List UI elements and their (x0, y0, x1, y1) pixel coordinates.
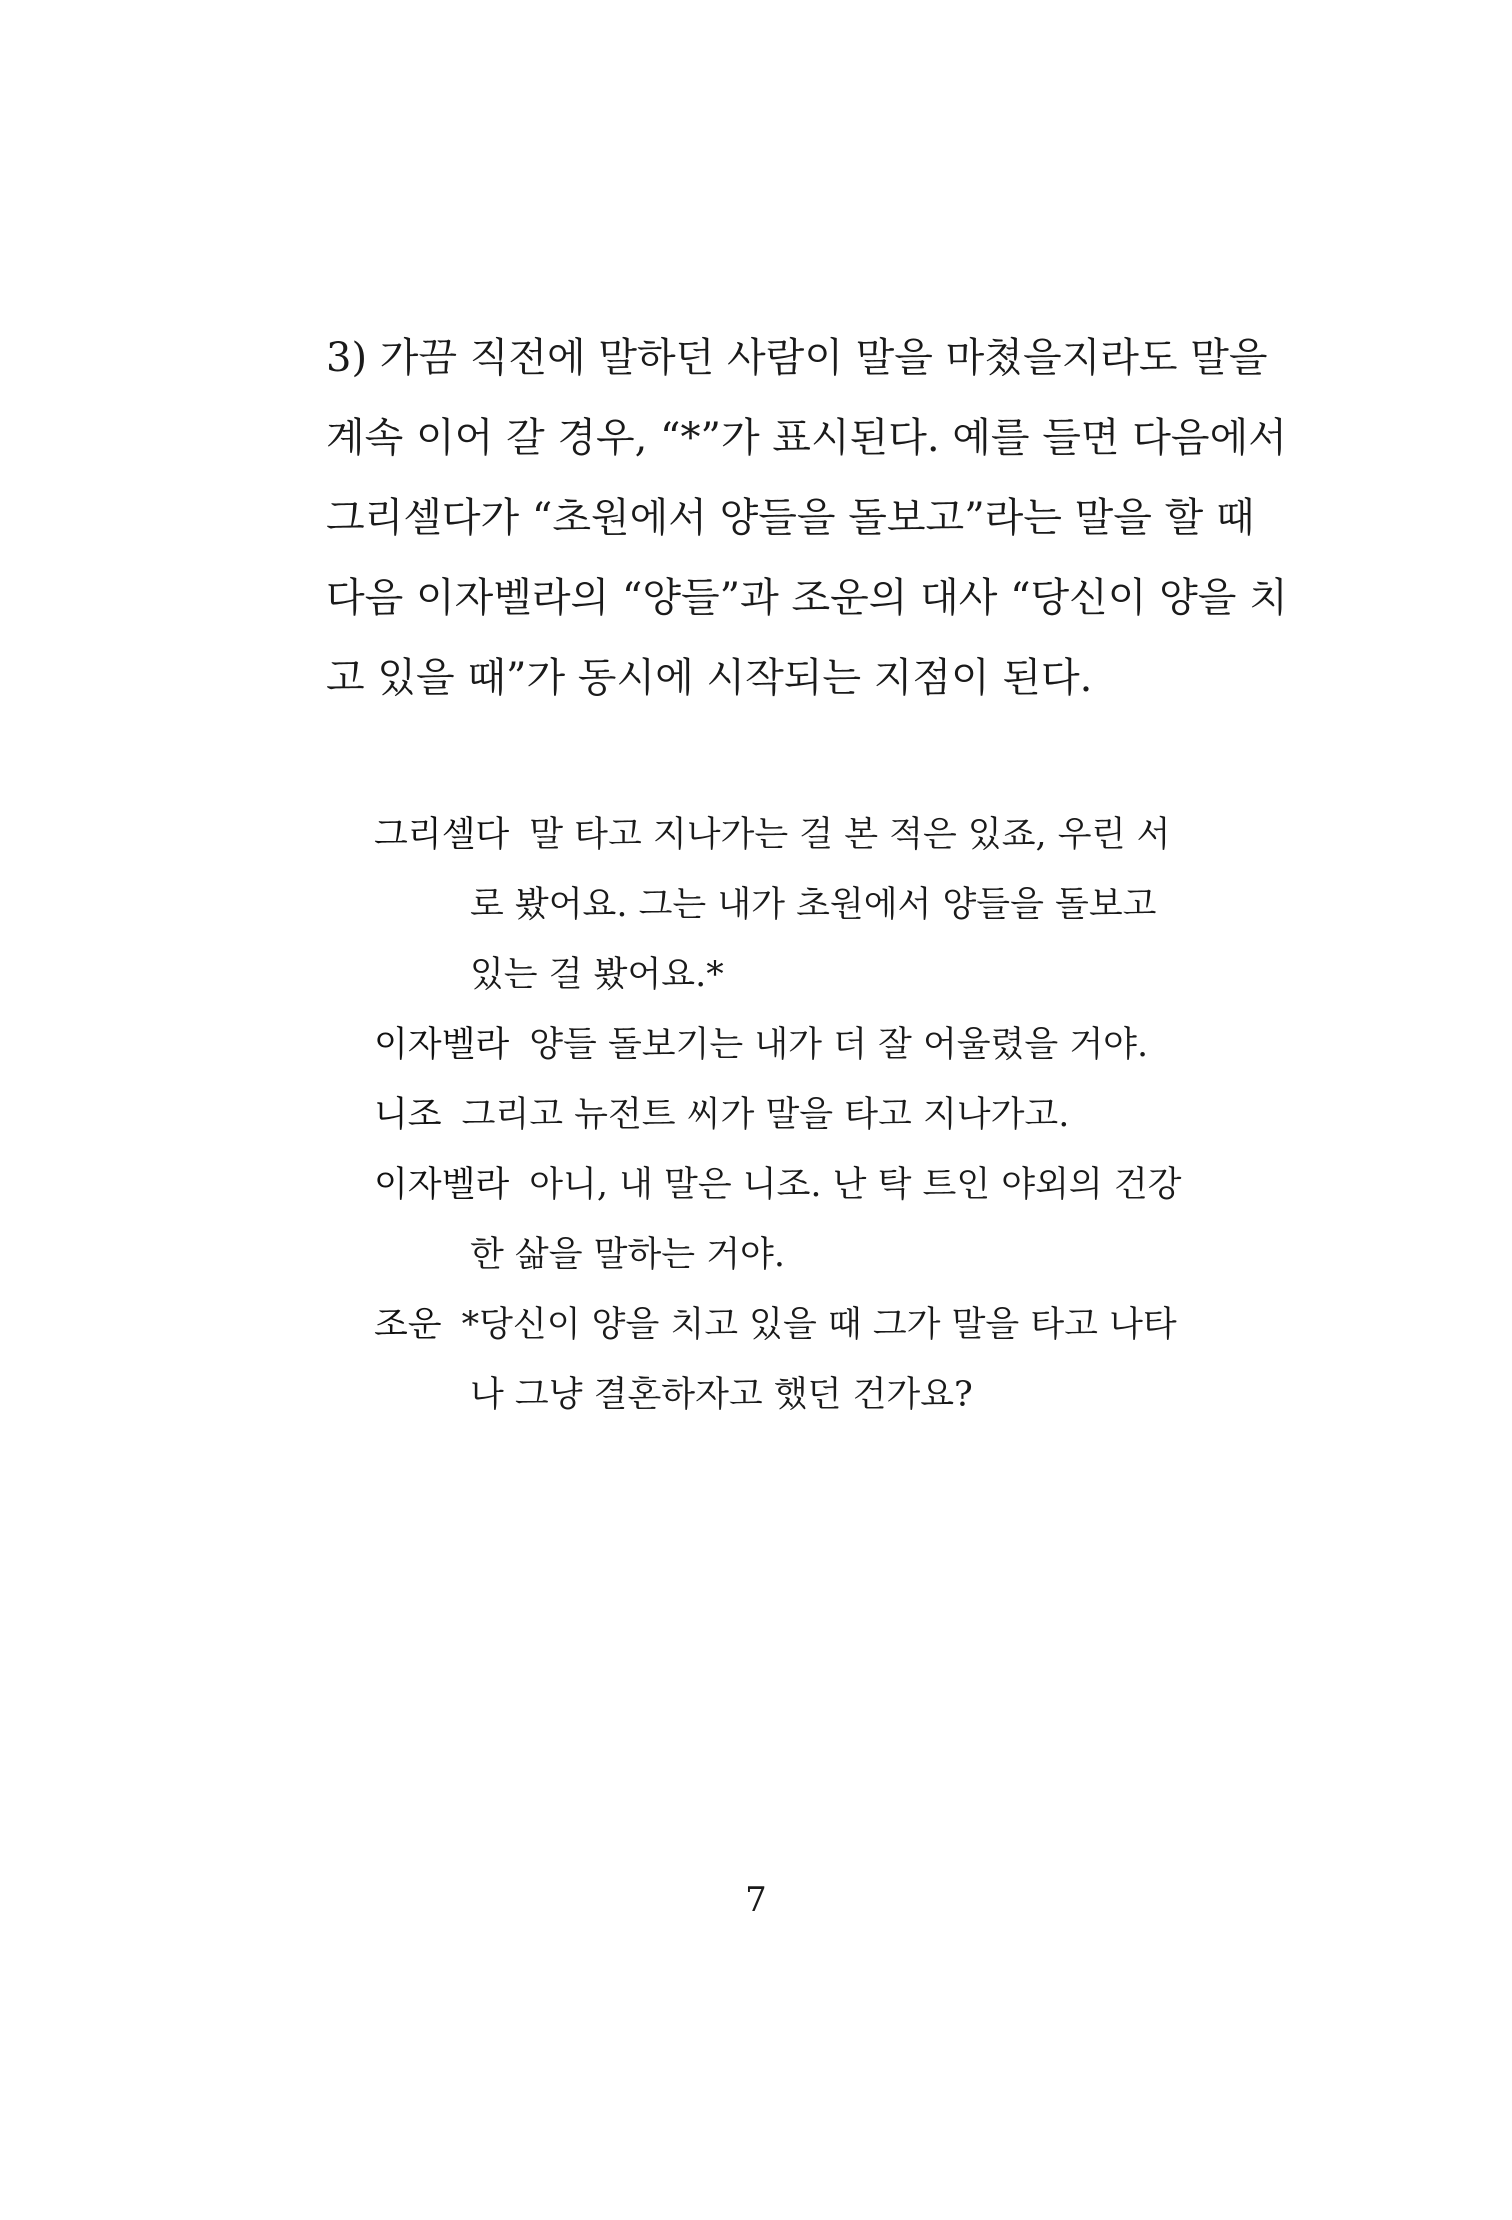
speech-continuation-line: 나 그냥 결혼하자고 했던 건가요? (470, 1375, 973, 1415)
speech-joan-1 (374, 1290, 1214, 1430)
speech-griselda-1 (374, 800, 1214, 1010)
speaker-name: 그리셀다 (374, 815, 510, 855)
speaker-name: 조운 (374, 1305, 442, 1345)
speech-text: *당신이 양을 치고 있을 때 그가 말을 타고 나타 (461, 1305, 1177, 1345)
speech-continuation-line: 있는 걸 봤어요.* (470, 955, 724, 995)
speech-text: 아니, 내 말은 니조. 난 탁 트인 야외의 건강 (529, 1165, 1182, 1205)
intro-line: 계속 이어 갈 경우, “*”가 표시된다. 예를 들면 다음에서 (326, 415, 1287, 461)
intro-line: 3) 가끔 직전에 말하던 사람이 말을 마쳤을지라도 말을 (326, 335, 1268, 381)
speech-text: 그리고 뉴전트 씨가 말을 타고 지나가고. (461, 1095, 1070, 1135)
speech-continuation-line: 한 삶을 말하는 거야. (470, 1235, 785, 1275)
speech-first-line (374, 1290, 1214, 1360)
speech-isabella-1 (374, 1010, 1214, 1080)
speaker-name: 이자벨라 (374, 1165, 510, 1205)
speech-first-line (374, 1150, 1214, 1220)
page-number: 7 (745, 1880, 767, 1920)
speech-nijo-1 (374, 1080, 1214, 1150)
speech-continuation-line: 로 봤어요. 그는 내가 초원에서 양들을 돌보고 (470, 885, 1157, 925)
speaker-name: 니조 (374, 1095, 442, 1135)
speech-first-line (374, 1080, 1214, 1150)
script-excerpt (374, 800, 1214, 1430)
speech-first-line (374, 800, 1214, 870)
intro-paragraph (326, 318, 1288, 718)
intro-line: 고 있을 때”가 동시에 시작되는 지점이 된다. (326, 655, 1093, 701)
speech-text: 말 타고 지나가는 걸 본 적은 있죠, 우린 서 (529, 815, 1171, 855)
intro-line: 그리셀다가 “초원에서 양들을 돌보고”라는 말을 할 때 (326, 495, 1255, 541)
speech-text: 양들 돌보기는 내가 더 잘 어울렸을 거야. (529, 1025, 1149, 1065)
speaker-name: 이자벨라 (374, 1025, 510, 1065)
speech-first-line (374, 1010, 1214, 1080)
intro-line: 다음 이자벨라의 “양들”과 조운의 대사 “당신이 양을 치 (326, 575, 1288, 621)
speech-isabella-2 (374, 1150, 1214, 1290)
